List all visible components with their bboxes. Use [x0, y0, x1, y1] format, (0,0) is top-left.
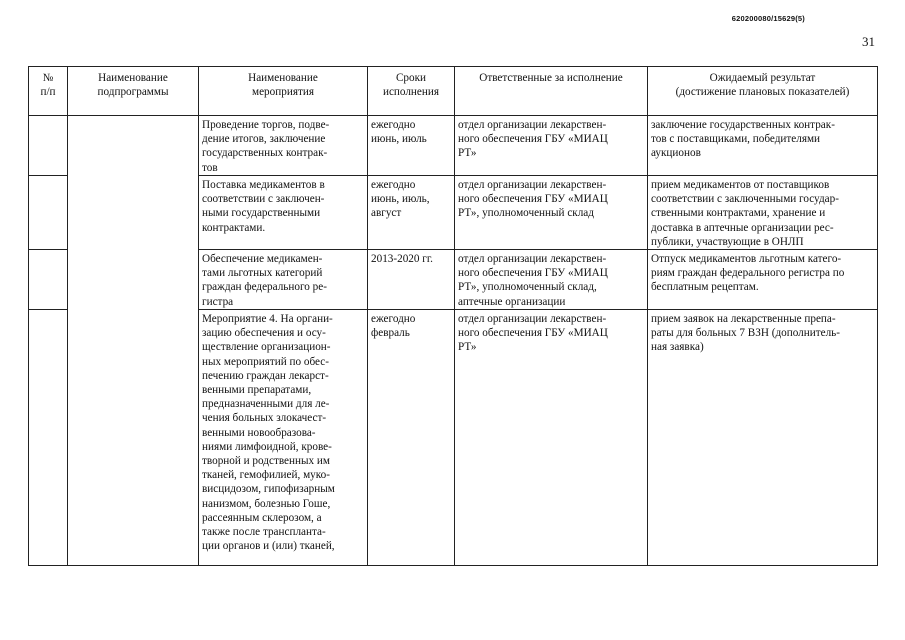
page-number: 31: [862, 34, 875, 49]
cell-activity: Мероприятие 4. На органи- зацию обеспечения и осу- ществление организацион- ных мероприятий по обес- печению граждан лекарст- венными препаратами, предназначенными для ле- чения больных злокачест- венными новообразова- ниями лимфоидной, крове- творной и родственных им тканей, гемофилией, муко- висцидозом, гипофизарным нанизмом, болезнью Гоше, рассеянным склерозом, а также после транспланта- ции органов и (или) тканей,: [199, 310, 368, 566]
header-responsible: Ответственные за исполнение: [455, 67, 648, 116]
cell-deadline: 2013-2020 гг.: [368, 250, 455, 310]
cell-responsible: отдел организации лекарствен- ного обеспечения ГБУ «МИАЦ РТ»: [455, 310, 648, 566]
cell-activity: Обеспечение медикамен- тами льготных категорий граждан федерального ре- гистра: [199, 250, 368, 310]
header-subprogram: Наименование подпрограммы: [68, 67, 199, 116]
cell-number: [29, 116, 68, 176]
cell-number: [29, 250, 68, 310]
activity-plan-table: [28, 66, 878, 566]
cell-result: прием медикаментов от поставщиков соответствии с заключенными государ- ственными контрактами, хранение и доставка в аптечные организации рес- публики, участвующие в ОНЛП: [648, 176, 878, 250]
table-header-row: [29, 67, 878, 116]
header-number: № п/п: [29, 67, 68, 116]
cell-activity: Поставка медикаментов в соответствии с заключен- ными государственными контрактами.: [199, 176, 368, 250]
table-row: [29, 116, 878, 176]
cell-deadline: ежегодно июнь, июль: [368, 116, 455, 176]
cell-activity: Проведение торгов, подве- дение итогов, заключение государственных контрак- тов: [199, 116, 368, 176]
header-activity: Наименование мероприятия: [199, 67, 368, 116]
cell-subprogram: [68, 116, 199, 566]
document-number: 620200080/15629(5): [731, 14, 805, 23]
cell-result: прием заявок на лекарственные препа- раты для больных 7 ВЗН (дополнитель- ная заявка): [648, 310, 878, 566]
cell-result: заключение государственных контрак- тов с поставщиками, победителями аукционов: [648, 116, 878, 176]
cell-number: [29, 176, 68, 250]
cell-responsible: отдел организации лекарствен- ного обеспечения ГБУ «МИАЦ РТ», уполномоченный склад: [455, 176, 648, 250]
cell-responsible: отдел организации лекарствен- ного обеспечения ГБУ «МИАЦ РТ», уполномоченный склад, аптечные организации: [455, 250, 648, 310]
cell-deadline: ежегодно февраль: [368, 310, 455, 566]
cell-deadline: ежегодно июнь, июль, август: [368, 176, 455, 250]
cell-result: Отпуск медикаментов льготным катего- риям граждан федерального регистра по бесплатным рецептам.: [648, 250, 878, 310]
header-deadline: Сроки исполнения: [368, 67, 455, 116]
cell-responsible: отдел организации лекарствен- ного обеспечения ГБУ «МИАЦ РТ»: [455, 116, 648, 176]
cell-number: [29, 310, 68, 566]
header-result: Ожидаемый результат (достижение плановых показателей): [648, 67, 878, 116]
